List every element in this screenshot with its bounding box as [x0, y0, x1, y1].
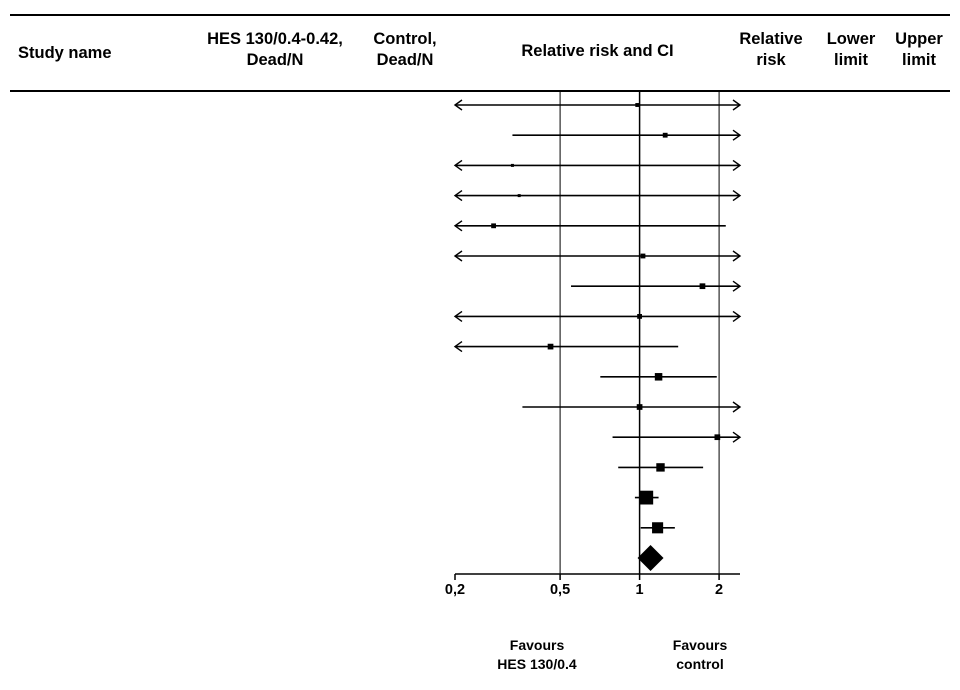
column-header-study: Study name [18, 44, 112, 62]
column-header-lower-line1: Lower [826, 30, 876, 48]
column-header-rr-line1: Relative [739, 30, 803, 48]
column-header-control-line1: Control, [373, 30, 437, 48]
column-header-hes-line2: Dead/N [246, 51, 304, 69]
favours-left-line1: Favours [509, 637, 565, 653]
column-header-plot: Relative risk and CI [521, 42, 674, 60]
column-header-lower-line2: limit [834, 51, 868, 69]
axis-tick-0: 0,2 [444, 582, 466, 598]
axis-tick-1: 0,5 [549, 582, 571, 598]
column-header-upper-line1: Upper [895, 30, 943, 48]
axis-tick-3: 2 [715, 582, 724, 598]
column-header-rr-line2: risk [756, 51, 786, 69]
favours-right-line2: control [676, 656, 724, 672]
axis-tick-2: 1 [635, 582, 644, 598]
column-header-hes-line1: HES 130/0.4-0.42, [207, 30, 343, 48]
column-header-upper-line2: limit [902, 51, 936, 69]
column-header-control-line2: Dead/N [376, 51, 434, 69]
favours-right-line1: Favours [672, 637, 728, 653]
favours-left-line2: HES 130/0.4 [497, 656, 577, 672]
